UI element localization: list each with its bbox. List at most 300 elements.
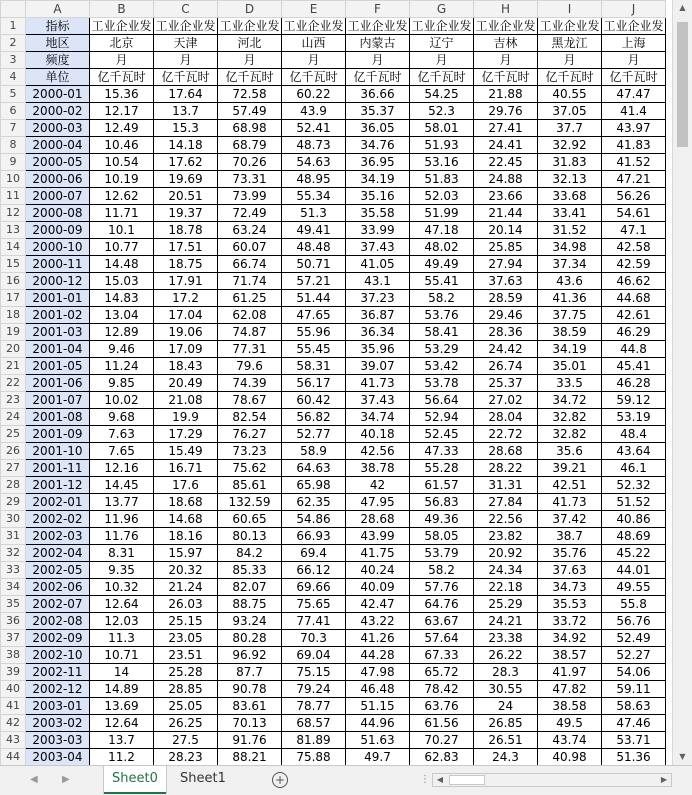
data-cell[interactable]: 74.87 (218, 324, 282, 341)
data-cell[interactable]: 53.19 (602, 409, 666, 426)
data-cell[interactable]: 51.3 (282, 205, 346, 222)
data-cell[interactable]: 23.51 (154, 647, 218, 664)
data-cell[interactable]: 24.34 (474, 562, 538, 579)
data-cell[interactable]: 15.36 (90, 86, 154, 103)
data-cell[interactable]: 52.49 (602, 630, 666, 647)
data-cell[interactable]: 65.98 (282, 477, 346, 494)
data-cell[interactable]: 77.41 (282, 613, 346, 630)
data-cell[interactable]: 36.34 (346, 324, 410, 341)
data-cell[interactable]: 32.92 (538, 137, 602, 154)
data-cell[interactable]: 17.51 (154, 239, 218, 256)
data-cell[interactable]: 17.2 (154, 290, 218, 307)
date-cell[interactable]: 2001-01 (26, 290, 90, 307)
row-number[interactable]: 30 (1, 511, 26, 528)
data-cell[interactable]: 31.52 (538, 222, 602, 239)
data-cell[interactable]: 47.82 (538, 681, 602, 698)
date-cell[interactable]: 2000-02 (26, 103, 90, 120)
data-cell[interactable]: 78.42 (410, 681, 474, 698)
row-number[interactable]: 29 (1, 494, 26, 511)
data-cell[interactable]: 37.43 (346, 239, 410, 256)
data-cell[interactable]: 10.1 (90, 222, 154, 239)
header-cell[interactable]: 天津 (154, 35, 218, 52)
column-header[interactable]: A (26, 1, 90, 18)
data-cell[interactable]: 11.24 (90, 358, 154, 375)
data-cell[interactable]: 56.83 (410, 494, 474, 511)
data-cell[interactable]: 7.63 (90, 426, 154, 443)
data-cell[interactable]: 21.08 (154, 392, 218, 409)
data-cell[interactable]: 27.84 (474, 494, 538, 511)
data-cell[interactable]: 26.22 (474, 647, 538, 664)
data-cell[interactable]: 57.76 (410, 579, 474, 596)
row-number[interactable]: 7 (1, 120, 26, 137)
data-cell[interactable]: 22.72 (474, 426, 538, 443)
date-cell[interactable]: 2002-03 (26, 528, 90, 545)
data-cell[interactable]: 40.55 (538, 86, 602, 103)
data-cell[interactable]: 10.71 (90, 647, 154, 664)
data-cell[interactable]: 68.98 (218, 120, 282, 137)
data-cell[interactable]: 57.64 (410, 630, 474, 647)
data-cell[interactable]: 77.31 (218, 341, 282, 358)
data-cell[interactable]: 75.15 (282, 664, 346, 681)
header-cell[interactable]: 黑龙江 (538, 35, 602, 52)
data-cell[interactable]: 20.49 (154, 375, 218, 392)
data-cell[interactable]: 58.2 (410, 562, 474, 579)
data-cell[interactable]: 60.65 (218, 511, 282, 528)
data-cell[interactable]: 33.72 (538, 613, 602, 630)
data-cell[interactable]: 19.37 (154, 205, 218, 222)
data-cell[interactable]: 42.61 (602, 307, 666, 324)
date-cell[interactable]: 2002-08 (26, 613, 90, 630)
data-cell[interactable]: 66.12 (282, 562, 346, 579)
data-cell[interactable]: 35.6 (538, 443, 602, 460)
row-number[interactable]: 5 (1, 86, 26, 103)
vertical-scroll-thumb[interactable] (677, 22, 688, 147)
data-cell[interactable]: 27.94 (474, 256, 538, 273)
data-cell[interactable]: 14.89 (90, 681, 154, 698)
data-cell[interactable]: 87.7 (218, 664, 282, 681)
data-cell[interactable]: 42.51 (538, 477, 602, 494)
data-cell[interactable]: 12.03 (90, 613, 154, 630)
row-number[interactable]: 16 (1, 273, 26, 290)
data-cell[interactable]: 20.92 (474, 545, 538, 562)
data-cell[interactable]: 52.77 (282, 426, 346, 443)
header-label-cell[interactable]: 频度 (26, 52, 90, 69)
data-cell[interactable]: 43.99 (346, 528, 410, 545)
data-cell[interactable]: 71.74 (218, 273, 282, 290)
data-cell[interactable]: 58.05 (410, 528, 474, 545)
data-cell[interactable]: 25.37 (474, 375, 538, 392)
header-cell[interactable]: 亿千瓦时 (410, 69, 474, 86)
data-cell[interactable]: 91.76 (218, 732, 282, 749)
data-cell[interactable]: 37.34 (538, 256, 602, 273)
header-cell[interactable]: 亿千瓦时 (282, 69, 346, 86)
data-cell[interactable]: 41.4 (602, 103, 666, 120)
data-cell[interactable]: 45.41 (602, 358, 666, 375)
data-cell[interactable]: 51.36 (602, 749, 666, 766)
data-cell[interactable]: 63.24 (218, 222, 282, 239)
horizontal-scrollbar[interactable] (432, 773, 672, 787)
data-cell[interactable]: 55.96 (282, 324, 346, 341)
plus-circle-icon[interactable]: + (272, 772, 288, 788)
data-cell[interactable]: 52.94 (410, 409, 474, 426)
data-cell[interactable]: 82.54 (218, 409, 282, 426)
date-cell[interactable]: 2002-04 (26, 545, 90, 562)
date-cell[interactable]: 2001-04 (26, 341, 90, 358)
data-cell[interactable]: 34.73 (538, 579, 602, 596)
row-number[interactable]: 35 (1, 596, 26, 613)
row-number[interactable]: 32 (1, 545, 26, 562)
row-number[interactable]: 40 (1, 681, 26, 698)
data-cell[interactable]: 17.62 (154, 154, 218, 171)
data-cell[interactable]: 36.95 (346, 154, 410, 171)
data-cell[interactable]: 7.65 (90, 443, 154, 460)
date-cell[interactable]: 2001-09 (26, 426, 90, 443)
date-cell[interactable]: 2002-07 (26, 596, 90, 613)
data-cell[interactable]: 38.57 (538, 647, 602, 664)
column-header[interactable]: E (282, 1, 346, 18)
row-number[interactable]: 23 (1, 392, 26, 409)
data-cell[interactable]: 62.83 (410, 749, 474, 766)
data-cell[interactable]: 24.41 (474, 137, 538, 154)
data-cell[interactable]: 75.65 (282, 596, 346, 613)
data-cell[interactable]: 28.3 (474, 664, 538, 681)
data-cell[interactable]: 42 (346, 477, 410, 494)
data-cell[interactable]: 18.68 (154, 494, 218, 511)
data-cell[interactable]: 79.24 (282, 681, 346, 698)
data-cell[interactable]: 42.58 (602, 239, 666, 256)
data-cell[interactable]: 33.99 (346, 222, 410, 239)
date-cell[interactable]: 2000-12 (26, 273, 90, 290)
data-cell[interactable]: 51.99 (410, 205, 474, 222)
data-cell[interactable]: 53.71 (602, 732, 666, 749)
data-cell[interactable]: 15.97 (154, 545, 218, 562)
data-cell[interactable]: 11.96 (90, 511, 154, 528)
data-cell[interactable]: 43.97 (602, 120, 666, 137)
scroll-right-icon[interactable]: ▶ (660, 775, 668, 784)
data-cell[interactable]: 56.64 (410, 392, 474, 409)
date-cell[interactable]: 2003-01 (26, 698, 90, 715)
data-cell[interactable]: 27.41 (474, 120, 538, 137)
row-number[interactable]: 24 (1, 409, 26, 426)
data-cell[interactable]: 23.38 (474, 630, 538, 647)
date-cell[interactable]: 2002-05 (26, 562, 90, 579)
column-header[interactable]: F (346, 1, 410, 18)
scroll-up-icon[interactable]: ▲ (679, 3, 686, 12)
data-cell[interactable]: 32.82 (538, 426, 602, 443)
data-cell[interactable]: 42.47 (346, 596, 410, 613)
row-number[interactable]: 3 (1, 52, 26, 69)
data-cell[interactable]: 34.74 (346, 409, 410, 426)
data-cell[interactable]: 51.15 (346, 698, 410, 715)
data-cell[interactable]: 51.63 (346, 732, 410, 749)
data-cell[interactable]: 35.96 (346, 341, 410, 358)
data-cell[interactable]: 58.2 (410, 290, 474, 307)
data-cell[interactable]: 18.16 (154, 528, 218, 545)
data-cell[interactable]: 52.45 (410, 426, 474, 443)
data-cell[interactable]: 34.19 (538, 341, 602, 358)
data-cell[interactable]: 28.04 (474, 409, 538, 426)
data-cell[interactable]: 67.33 (410, 647, 474, 664)
data-cell[interactable]: 12.64 (90, 596, 154, 613)
data-cell[interactable]: 39.07 (346, 358, 410, 375)
data-cell[interactable]: 37.7 (538, 120, 602, 137)
row-number[interactable]: 17 (1, 290, 26, 307)
data-cell[interactable]: 55.45 (282, 341, 346, 358)
date-cell[interactable]: 2000-10 (26, 239, 90, 256)
data-cell[interactable]: 14.45 (90, 477, 154, 494)
row-number[interactable]: 39 (1, 664, 26, 681)
date-cell[interactable]: 2000-06 (26, 171, 90, 188)
data-cell[interactable]: 49.7 (346, 749, 410, 766)
data-cell[interactable]: 35.76 (538, 545, 602, 562)
header-cell[interactable]: 工业企业发 (411, 19, 472, 33)
data-cell[interactable]: 37.63 (474, 273, 538, 290)
data-cell[interactable]: 46.48 (346, 681, 410, 698)
data-cell[interactable]: 37.63 (538, 562, 602, 579)
data-cell[interactable]: 12.49 (90, 120, 154, 137)
data-cell[interactable]: 42.56 (346, 443, 410, 460)
data-cell[interactable]: 80.13 (218, 528, 282, 545)
header-label-cell[interactable]: 地区 (26, 35, 90, 52)
data-cell[interactable]: 36.05 (346, 120, 410, 137)
header-cell[interactable]: 工业企业发 (219, 19, 280, 33)
data-cell[interactable]: 41.26 (346, 630, 410, 647)
row-number[interactable]: 8 (1, 137, 26, 154)
header-cell[interactable]: 工业企业发 (283, 19, 344, 33)
date-cell[interactable]: 2000-11 (26, 256, 90, 273)
date-cell[interactable]: 2000-03 (26, 120, 90, 137)
data-cell[interactable]: 13.7 (154, 103, 218, 120)
data-cell[interactable]: 49.55 (602, 579, 666, 596)
data-cell[interactable]: 53.16 (410, 154, 474, 171)
data-cell[interactable]: 14.68 (154, 511, 218, 528)
data-cell[interactable]: 84.2 (218, 545, 282, 562)
data-cell[interactable]: 47.1 (602, 222, 666, 239)
data-cell[interactable]: 18.78 (154, 222, 218, 239)
data-cell[interactable]: 33.68 (538, 188, 602, 205)
date-cell[interactable]: 2001-03 (26, 324, 90, 341)
data-cell[interactable]: 32.82 (538, 409, 602, 426)
data-cell[interactable]: 43.6 (538, 273, 602, 290)
data-cell[interactable]: 54.06 (602, 664, 666, 681)
header-cell[interactable]: 内蒙古 (346, 35, 410, 52)
header-cell[interactable]: 河北 (218, 35, 282, 52)
row-number[interactable]: 43 (1, 732, 26, 749)
column-header[interactable]: B (90, 1, 154, 18)
data-cell[interactable]: 73.99 (218, 188, 282, 205)
data-cell[interactable]: 43.74 (538, 732, 602, 749)
data-cell[interactable]: 41.36 (538, 290, 602, 307)
data-cell[interactable]: 12.16 (90, 460, 154, 477)
data-cell[interactable]: 47.33 (410, 443, 474, 460)
data-cell[interactable]: 25.05 (154, 698, 218, 715)
date-cell[interactable]: 2002-06 (26, 579, 90, 596)
data-cell[interactable]: 24.42 (474, 341, 538, 358)
row-number[interactable]: 28 (1, 477, 26, 494)
data-cell[interactable]: 16.71 (154, 460, 218, 477)
data-cell[interactable]: 27.02 (474, 392, 538, 409)
data-cell[interactable]: 88.21 (218, 749, 282, 766)
row-number[interactable]: 25 (1, 426, 26, 443)
data-cell[interactable]: 14.18 (154, 137, 218, 154)
date-cell[interactable]: 2000-09 (26, 222, 90, 239)
data-cell[interactable]: 10.54 (90, 154, 154, 171)
data-cell[interactable]: 14 (90, 664, 154, 681)
row-number[interactable]: 22 (1, 375, 26, 392)
data-cell[interactable]: 41.83 (602, 137, 666, 154)
row-number[interactable]: 9 (1, 154, 26, 171)
data-cell[interactable]: 34.19 (346, 171, 410, 188)
data-cell[interactable]: 60.07 (218, 239, 282, 256)
data-cell[interactable]: 58.63 (602, 698, 666, 715)
data-cell[interactable]: 28.68 (346, 511, 410, 528)
data-cell[interactable]: 17.09 (154, 341, 218, 358)
date-cell[interactable]: 2000-05 (26, 154, 90, 171)
data-cell[interactable]: 26.74 (474, 358, 538, 375)
data-cell[interactable]: 76.27 (218, 426, 282, 443)
row-number[interactable]: 14 (1, 239, 26, 256)
data-cell[interactable]: 58.9 (282, 443, 346, 460)
header-label-cell[interactable]: 指标 (26, 18, 90, 35)
header-cell[interactable]: 亿千瓦时 (154, 69, 218, 86)
row-number[interactable]: 12 (1, 205, 26, 222)
data-cell[interactable]: 49.41 (282, 222, 346, 239)
data-cell[interactable]: 74.39 (218, 375, 282, 392)
header-cell[interactable]: 工业企业发 (155, 19, 216, 33)
data-cell[interactable]: 37.42 (538, 511, 602, 528)
data-cell[interactable]: 72.49 (218, 205, 282, 222)
data-cell[interactable]: 61.57 (410, 477, 474, 494)
data-cell[interactable]: 51.44 (282, 290, 346, 307)
data-cell[interactable]: 15.49 (154, 443, 218, 460)
date-cell[interactable]: 2003-04 (26, 749, 90, 766)
data-cell[interactable]: 12.89 (90, 324, 154, 341)
data-cell[interactable]: 9.85 (90, 375, 154, 392)
data-cell[interactable]: 70.3 (282, 630, 346, 647)
data-cell[interactable]: 59.12 (602, 392, 666, 409)
data-cell[interactable]: 23.66 (474, 188, 538, 205)
data-cell[interactable]: 69.04 (282, 647, 346, 664)
header-cell[interactable]: 工业企业发 (603, 19, 664, 33)
data-cell[interactable]: 20.32 (154, 562, 218, 579)
data-cell[interactable]: 26.03 (154, 596, 218, 613)
data-cell[interactable]: 80.28 (218, 630, 282, 647)
date-cell[interactable]: 2002-12 (26, 681, 90, 698)
data-cell[interactable]: 40.86 (602, 511, 666, 528)
data-cell[interactable]: 68.79 (218, 137, 282, 154)
data-cell[interactable]: 11.71 (90, 205, 154, 222)
date-cell[interactable]: 2002-09 (26, 630, 90, 647)
data-cell[interactable]: 36.87 (346, 307, 410, 324)
row-number[interactable]: 36 (1, 613, 26, 630)
data-cell[interactable]: 11.3 (90, 630, 154, 647)
data-cell[interactable]: 58.41 (410, 324, 474, 341)
scroll-left-icon[interactable]: ◀ (436, 775, 444, 784)
data-cell[interactable]: 25.29 (474, 596, 538, 613)
data-cell[interactable]: 46.29 (602, 324, 666, 341)
data-cell[interactable]: 61.56 (410, 715, 474, 732)
data-cell[interactable]: 41.73 (538, 494, 602, 511)
header-cell[interactable]: 亿千瓦时 (346, 69, 410, 86)
row-number[interactable]: 44 (1, 749, 26, 766)
horizontal-scroll-thumb[interactable] (449, 775, 485, 785)
column-header[interactable]: H (474, 1, 538, 18)
data-cell[interactable]: 26.25 (154, 715, 218, 732)
data-cell[interactable]: 26.85 (474, 715, 538, 732)
data-cell[interactable]: 21.88 (474, 86, 538, 103)
row-number[interactable]: 34 (1, 579, 26, 596)
data-cell[interactable]: 10.77 (90, 239, 154, 256)
data-cell[interactable]: 72.58 (218, 86, 282, 103)
data-cell[interactable]: 54.63 (282, 154, 346, 171)
data-cell[interactable]: 52.03 (410, 188, 474, 205)
data-cell[interactable]: 85.61 (218, 477, 282, 494)
data-cell[interactable]: 33.5 (538, 375, 602, 392)
data-cell[interactable]: 35.37 (346, 103, 410, 120)
data-cell[interactable]: 25.85 (474, 239, 538, 256)
data-cell[interactable]: 12.64 (90, 715, 154, 732)
data-cell[interactable]: 64.76 (410, 596, 474, 613)
data-cell[interactable]: 47.98 (346, 664, 410, 681)
data-cell[interactable]: 44.8 (602, 341, 666, 358)
data-cell[interactable]: 17.29 (154, 426, 218, 443)
row-number[interactable]: 19 (1, 324, 26, 341)
data-cell[interactable]: 17.04 (154, 307, 218, 324)
data-cell[interactable]: 79.6 (218, 358, 282, 375)
data-cell[interactable]: 43.64 (602, 443, 666, 460)
data-cell[interactable]: 14.48 (90, 256, 154, 273)
data-cell[interactable]: 85.33 (218, 562, 282, 579)
header-label-cell[interactable]: 单位 (26, 69, 90, 86)
data-cell[interactable]: 51.52 (602, 494, 666, 511)
data-cell[interactable]: 15.03 (90, 273, 154, 290)
data-cell[interactable]: 22.56 (474, 511, 538, 528)
data-cell[interactable]: 41.05 (346, 256, 410, 273)
data-cell[interactable]: 21.44 (474, 205, 538, 222)
data-cell[interactable]: 75.88 (282, 749, 346, 766)
header-cell[interactable]: 工业企业发 (475, 19, 536, 33)
data-cell[interactable]: 53.29 (410, 341, 474, 358)
data-cell[interactable]: 30.55 (474, 681, 538, 698)
header-cell[interactable]: 亿千瓦时 (538, 69, 602, 86)
data-cell[interactable]: 47.95 (346, 494, 410, 511)
vertical-scrollbar[interactable] (672, 0, 692, 765)
row-number[interactable]: 11 (1, 188, 26, 205)
data-cell[interactable]: 55.8 (602, 596, 666, 613)
data-cell[interactable]: 41.52 (602, 154, 666, 171)
header-cell[interactable]: 上海 (602, 35, 666, 52)
row-number[interactable]: 27 (1, 460, 26, 477)
data-cell[interactable]: 40.09 (346, 579, 410, 596)
data-cell[interactable]: 48.95 (282, 171, 346, 188)
data-cell[interactable]: 40.98 (538, 749, 602, 766)
data-cell[interactable]: 20.51 (154, 188, 218, 205)
data-cell[interactable]: 28.85 (154, 681, 218, 698)
data-cell[interactable]: 48.4 (602, 426, 666, 443)
header-cell[interactable]: 月 (410, 52, 474, 69)
tab-sheet1[interactable]: Sheet1 (180, 771, 226, 786)
header-cell[interactable]: 工业企业发 (91, 19, 152, 33)
data-cell[interactable]: 34.76 (346, 137, 410, 154)
data-cell[interactable]: 58.31 (282, 358, 346, 375)
data-cell[interactable]: 47.18 (410, 222, 474, 239)
date-cell[interactable]: 2002-11 (26, 664, 90, 681)
data-cell[interactable]: 53.78 (410, 375, 474, 392)
data-cell[interactable]: 17.91 (154, 273, 218, 290)
data-cell[interactable]: 70.13 (218, 715, 282, 732)
data-cell[interactable]: 75.62 (218, 460, 282, 477)
row-number[interactable]: 6 (1, 103, 26, 120)
